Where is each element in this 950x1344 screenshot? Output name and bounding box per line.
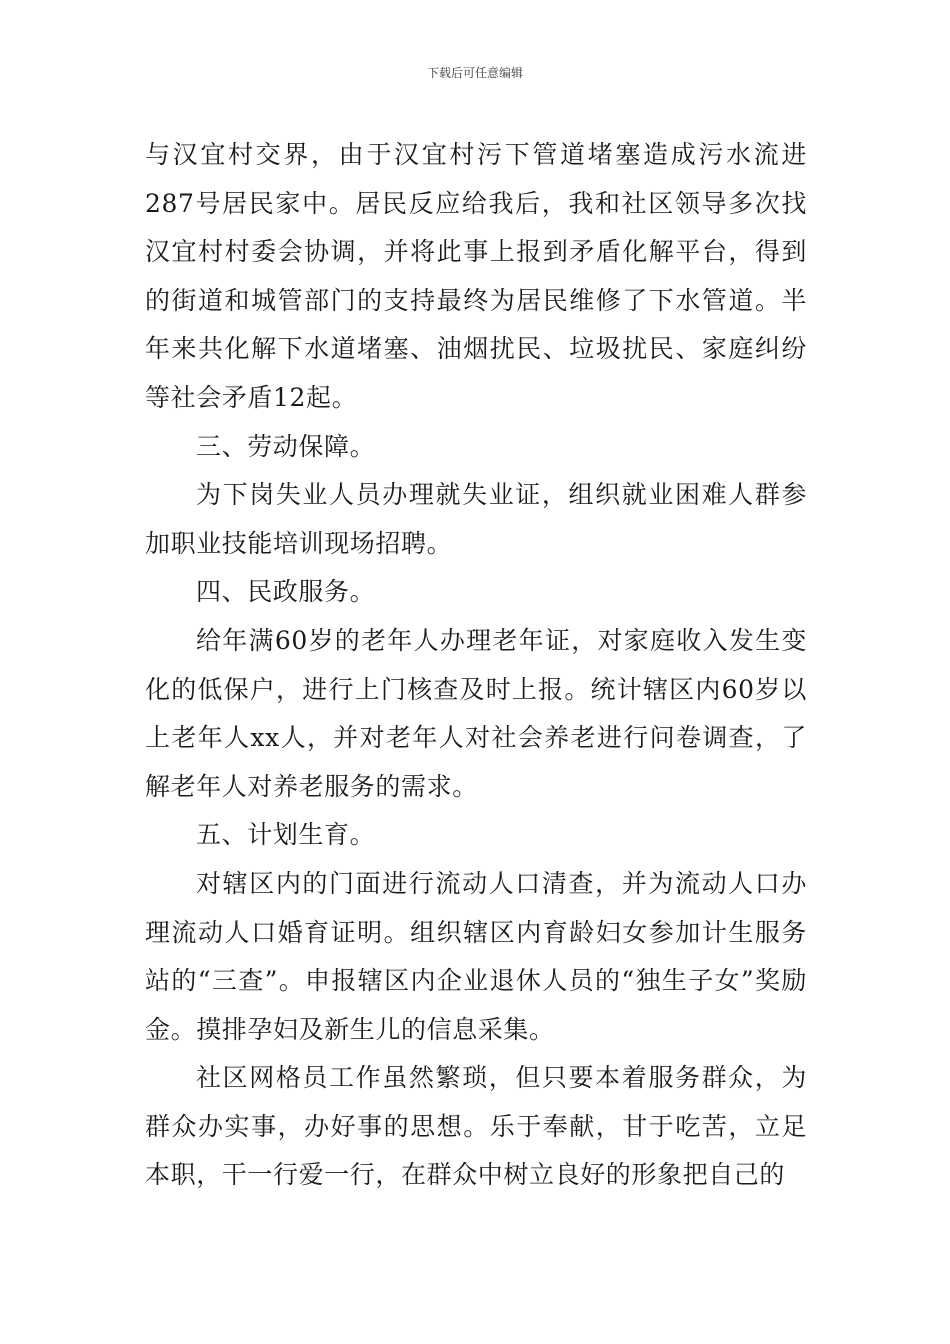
document-body — [145, 131, 807, 1200]
paragraph-continuation: 与汉宜村交界，由于汉宜村污下管道堵塞造成污水流进287号居民家中。居民反应给我后，我和社区领导多次找汉宜村村委会协调，并将此事上报到矛盾化解平台，得到的街道和城管部门的支持最终为居民维修了下水管道。半年来共化解下水道堵塞、油烟扰民、垃圾扰民、家庭纠纷等社会矛盾12起。 — [145, 140, 807, 412]
paragraph-family-planning: 对辖区内的门面进行流动人口清查，并为流动人口办理流动人口婚育证明。组织辖区内育龄妇女参加计生服务站的“三查”。申报辖区内企业退休人员的“独生子女”奖励金。摸排孕妇及新生儿的信息采集。 — [145, 868, 807, 1044]
section-heading-family-planning: 五、计划生育。 — [196, 820, 376, 850]
paragraph-conclusion: 社区网格员工作虽然繁琐，但只要本着服务群众，为群众办实事，办好事的思想。乐于奉献，甘于吃苦，立足本职，干一行爱一行，在群众中树立良好的形象把自己的 — [145, 1063, 807, 1190]
section-heading-civil-affairs: 四、民政服务。 — [196, 577, 376, 607]
page-header: 下载后可任意编辑 — [426, 66, 523, 80]
paragraph-civil-affairs: 给年满60岁的老年人办理老年证，对家庭收入发生变化的低保户，进行上门核查及时上报。统计辖区内60岁以上老年人xx人，并对老年人对社会养老进行问卷调查，了解老年人对养老服务的需求。 — [145, 625, 807, 801]
paragraph-labor: 为下岗失业人员办理就失业证，组织就业困难人群参加职业技能培训现场招聘。 — [145, 480, 807, 558]
section-heading-labor: 三、劳动保障。 — [196, 431, 376, 461]
